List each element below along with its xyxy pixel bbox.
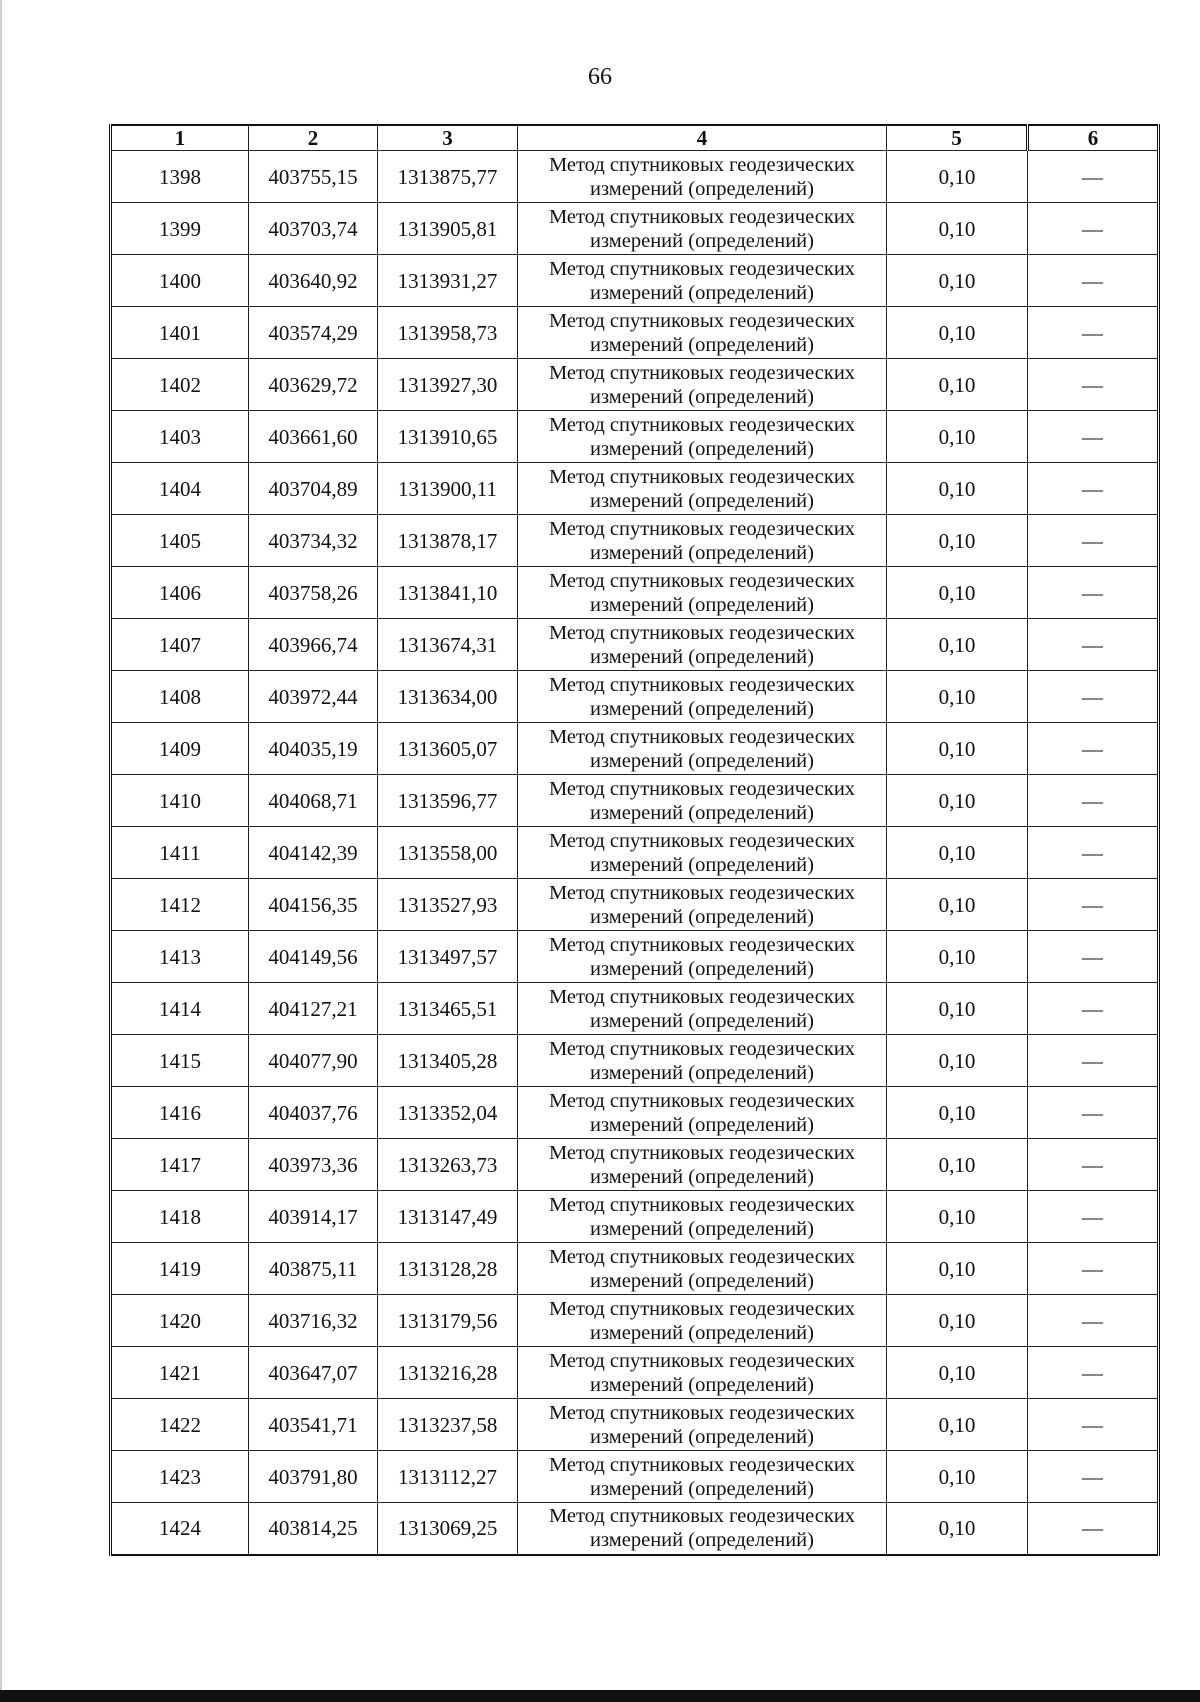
- accuracy-value: 0,10: [887, 1087, 1028, 1139]
- accuracy-value: 0,10: [887, 827, 1028, 879]
- method-line-1: Метод спутниковых геодезических: [548, 1141, 856, 1164]
- header-col-4: 4: [518, 125, 887, 151]
- table-row: [111, 775, 1159, 827]
- point-number: 1419: [111, 1243, 249, 1295]
- note-cell: —: [1028, 1503, 1159, 1555]
- point-number: 1418: [111, 1191, 249, 1243]
- coord-x: 403972,44: [249, 671, 378, 723]
- coord-x: 403640,92: [249, 255, 378, 307]
- method-cell: [518, 1087, 887, 1139]
- table-row: [111, 1347, 1159, 1399]
- coord-x: 403574,29: [249, 307, 378, 359]
- method-line-2: измерений (определений): [590, 385, 814, 408]
- point-number: 1423: [111, 1451, 249, 1503]
- coord-y: 1313878,17: [378, 515, 518, 567]
- accuracy-value: 0,10: [887, 515, 1028, 567]
- note-cell: —: [1028, 983, 1159, 1035]
- method-cell: [518, 1347, 887, 1399]
- method-line-1: Метод спутниковых геодезических: [548, 1453, 856, 1476]
- header-col-2: 2: [249, 125, 378, 151]
- method-line-2: измерений (определений): [590, 645, 814, 668]
- method-cell: [518, 1295, 887, 1347]
- method-line-1: Метод спутниковых геодезических: [548, 1349, 856, 1372]
- method-cell: [518, 203, 887, 255]
- method-line-2: измерений (определений): [590, 1217, 814, 1240]
- method-line-1: Метод спутниковых геодезических: [548, 413, 856, 436]
- table-row: [111, 1035, 1159, 1087]
- point-number: 1399: [111, 203, 249, 255]
- accuracy-value: 0,10: [887, 671, 1028, 723]
- coord-x: 404037,76: [249, 1087, 378, 1139]
- method-cell: [518, 1451, 887, 1503]
- coord-x: 404127,21: [249, 983, 378, 1035]
- table-row: [111, 307, 1159, 359]
- method-line-1: Метод спутниковых геодезических: [548, 153, 856, 176]
- point-number: 1408: [111, 671, 249, 723]
- coord-y: 1313147,49: [378, 1191, 518, 1243]
- point-number: 1400: [111, 255, 249, 307]
- method-line-2: измерений (определений): [590, 1373, 814, 1396]
- note-cell: —: [1028, 1399, 1159, 1451]
- table-row: [111, 879, 1159, 931]
- table-row: [111, 931, 1159, 983]
- accuracy-value: 0,10: [887, 1139, 1028, 1191]
- accuracy-value: 0,10: [887, 775, 1028, 827]
- note-cell: —: [1028, 1347, 1159, 1399]
- coord-y: 1313112,27: [378, 1451, 518, 1503]
- method-cell: [518, 411, 887, 463]
- method-cell: [518, 255, 887, 307]
- method-line-2: измерений (определений): [590, 1321, 814, 1344]
- coord-y: 1313596,77: [378, 775, 518, 827]
- point-number: 1401: [111, 307, 249, 359]
- method-line-2: измерений (определений): [590, 1269, 814, 1292]
- method-cell: [518, 463, 887, 515]
- note-cell: —: [1028, 827, 1159, 879]
- coord-y: 1313674,31: [378, 619, 518, 671]
- accuracy-value: 0,10: [887, 463, 1028, 515]
- point-number: 1417: [111, 1139, 249, 1191]
- method-line-1: Метод спутниковых геодезических: [548, 829, 856, 852]
- point-number: 1407: [111, 619, 249, 671]
- method-cell: [518, 567, 887, 619]
- coord-y: 1313841,10: [378, 567, 518, 619]
- method-cell: [518, 1035, 887, 1087]
- table-row: [111, 203, 1159, 255]
- note-cell: —: [1028, 931, 1159, 983]
- method-cell: [518, 775, 887, 827]
- method-cell: [518, 1139, 887, 1191]
- coord-y: 1313605,07: [378, 723, 518, 775]
- coord-x: 403734,32: [249, 515, 378, 567]
- page-number: 66: [588, 64, 612, 90]
- scan-edge-bottom: [0, 1690, 1200, 1702]
- method-cell: [518, 879, 887, 931]
- method-line-1: Метод спутниковых геодезических: [548, 933, 856, 956]
- coord-x: 403716,32: [249, 1295, 378, 1347]
- header-col-6: 6: [1028, 125, 1159, 151]
- table-row: [111, 619, 1159, 671]
- method-line-2: измерений (определений): [590, 749, 814, 772]
- table-row: [111, 1087, 1159, 1139]
- note-cell: —: [1028, 411, 1159, 463]
- coord-x: 403647,07: [249, 1347, 378, 1399]
- method-line-1: Метод спутниковых геодезических: [548, 465, 856, 488]
- table-row: [111, 1503, 1159, 1555]
- point-number: 1402: [111, 359, 249, 411]
- point-number: 1398: [111, 151, 249, 203]
- point-number: 1406: [111, 567, 249, 619]
- method-cell: [518, 671, 887, 723]
- coord-x: 403755,15: [249, 151, 378, 203]
- coord-x: 403973,36: [249, 1139, 378, 1191]
- accuracy-value: 0,10: [887, 1243, 1028, 1295]
- coord-y: 1313216,28: [378, 1347, 518, 1399]
- accuracy-value: 0,10: [887, 983, 1028, 1035]
- coord-y: 1313237,58: [378, 1399, 518, 1451]
- method-line-2: измерений (определений): [590, 593, 814, 616]
- note-cell: —: [1028, 1035, 1159, 1087]
- method-line-1: Метод спутниковых геодезических: [548, 205, 856, 228]
- method-cell: [518, 983, 887, 1035]
- method-line-1: Метод спутниковых геодезических: [548, 1297, 856, 1320]
- method-line-1: Метод спутниковых геодезических: [548, 673, 856, 696]
- coord-y: 1313179,56: [378, 1295, 518, 1347]
- method-line-1: Метод спутниковых геодезических: [548, 517, 856, 540]
- note-cell: —: [1028, 1295, 1159, 1347]
- method-line-2: измерений (определений): [590, 697, 814, 720]
- method-cell: [518, 359, 887, 411]
- method-line-1: Метод спутниковых геодезических: [548, 1193, 856, 1216]
- table-row: [111, 463, 1159, 515]
- method-line-2: измерений (определений): [590, 229, 814, 252]
- accuracy-value: 0,10: [887, 203, 1028, 255]
- note-cell: —: [1028, 463, 1159, 515]
- note-cell: —: [1028, 879, 1159, 931]
- note-cell: —: [1028, 255, 1159, 307]
- accuracy-value: 0,10: [887, 255, 1028, 307]
- coord-x: 403629,72: [249, 359, 378, 411]
- header-col-3: 3: [378, 125, 518, 151]
- method-line-1: Метод спутниковых геодезических: [548, 309, 856, 332]
- table-row: [111, 515, 1159, 567]
- table-row: [111, 671, 1159, 723]
- accuracy-value: 0,10: [887, 1347, 1028, 1399]
- note-cell: —: [1028, 619, 1159, 671]
- coord-x: 404035,19: [249, 723, 378, 775]
- note-cell: —: [1028, 1087, 1159, 1139]
- point-number: 1414: [111, 983, 249, 1035]
- coord-y: 1313497,57: [378, 931, 518, 983]
- method-line-1: Метод спутниковых геодезических: [548, 1037, 856, 1060]
- coord-y: 1313875,77: [378, 151, 518, 203]
- point-number: 1404: [111, 463, 249, 515]
- coord-y: 1313900,11: [378, 463, 518, 515]
- header-col-1: 1: [111, 125, 249, 151]
- method-line-2: измерений (определений): [590, 853, 814, 876]
- point-number: 1420: [111, 1295, 249, 1347]
- note-cell: —: [1028, 567, 1159, 619]
- method-line-2: измерений (определений): [590, 177, 814, 200]
- coord-x: 403758,26: [249, 567, 378, 619]
- accuracy-value: 0,10: [887, 307, 1028, 359]
- accuracy-value: 0,10: [887, 151, 1028, 203]
- point-number: 1416: [111, 1087, 249, 1139]
- method-line-2: измерений (определений): [590, 333, 814, 356]
- accuracy-value: 0,10: [887, 359, 1028, 411]
- method-cell: [518, 307, 887, 359]
- coord-x: 403814,25: [249, 1503, 378, 1555]
- table-row: [111, 1399, 1159, 1451]
- accuracy-value: 0,10: [887, 931, 1028, 983]
- coord-y: 1313128,28: [378, 1243, 518, 1295]
- table-row: [111, 827, 1159, 879]
- method-cell: [518, 151, 887, 203]
- coord-y: 1313558,00: [378, 827, 518, 879]
- coord-y: 1313905,81: [378, 203, 518, 255]
- table-row: [111, 567, 1159, 619]
- note-cell: —: [1028, 151, 1159, 203]
- method-line-2: измерений (определений): [590, 437, 814, 460]
- coord-x: 404142,39: [249, 827, 378, 879]
- scan-edge-left: [0, 0, 2, 1702]
- coord-y: 1313931,27: [378, 255, 518, 307]
- method-line-2: измерений (определений): [590, 1113, 814, 1136]
- coord-y: 1313352,04: [378, 1087, 518, 1139]
- note-cell: —: [1028, 1243, 1159, 1295]
- coord-y: 1313069,25: [378, 1503, 518, 1555]
- coordinates-table: [109, 124, 1160, 1556]
- table-row: [111, 723, 1159, 775]
- header-col-5: 5: [887, 125, 1028, 151]
- method-cell: [518, 931, 887, 983]
- method-line-1: Метод спутниковых геодезических: [548, 881, 856, 904]
- point-number: 1412: [111, 879, 249, 931]
- note-cell: —: [1028, 671, 1159, 723]
- point-number: 1410: [111, 775, 249, 827]
- table-row: [111, 1191, 1159, 1243]
- method-line-1: Метод спутниковых геодезических: [548, 725, 856, 748]
- method-cell: [518, 1243, 887, 1295]
- method-line-2: измерений (определений): [590, 957, 814, 980]
- table-row: [111, 411, 1159, 463]
- accuracy-value: 0,10: [887, 723, 1028, 775]
- accuracy-value: 0,10: [887, 567, 1028, 619]
- method-line-1: Метод спутниковых геодезических: [548, 1505, 856, 1528]
- point-number: 1422: [111, 1399, 249, 1451]
- note-cell: —: [1028, 515, 1159, 567]
- coord-x: 404149,56: [249, 931, 378, 983]
- method-line-2: измерений (определений): [590, 801, 814, 824]
- method-line-2: измерений (определений): [590, 281, 814, 304]
- coord-x: 403914,17: [249, 1191, 378, 1243]
- table-row: [111, 1451, 1159, 1503]
- point-number: 1413: [111, 931, 249, 983]
- method-line-1: Метод спутниковых геодезических: [548, 1245, 856, 1268]
- method-line-1: Метод спутниковых геодезических: [548, 569, 856, 592]
- note-cell: —: [1028, 359, 1159, 411]
- method-cell: [518, 515, 887, 567]
- method-line-1: Метод спутниковых геодезических: [548, 257, 856, 280]
- method-line-2: измерений (определений): [590, 1061, 814, 1084]
- coord-y: 1313910,65: [378, 411, 518, 463]
- note-cell: —: [1028, 1139, 1159, 1191]
- coord-x: 404156,35: [249, 879, 378, 931]
- table-row: [111, 1295, 1159, 1347]
- coord-y: 1313927,30: [378, 359, 518, 411]
- method-line-1: Метод спутниковых геодезических: [548, 1089, 856, 1112]
- coord-y: 1313465,51: [378, 983, 518, 1035]
- table-row: [111, 1243, 1159, 1295]
- table-row: [111, 1139, 1159, 1191]
- accuracy-value: 0,10: [887, 1503, 1028, 1555]
- point-number: 1421: [111, 1347, 249, 1399]
- method-line-2: измерений (определений): [590, 541, 814, 564]
- note-cell: —: [1028, 203, 1159, 255]
- point-number: 1409: [111, 723, 249, 775]
- note-cell: —: [1028, 1451, 1159, 1503]
- method-line-1: Метод спутниковых геодезических: [548, 985, 856, 1008]
- method-cell: [518, 827, 887, 879]
- method-cell: [518, 723, 887, 775]
- point-number: 1411: [111, 827, 249, 879]
- note-cell: —: [1028, 775, 1159, 827]
- accuracy-value: 0,10: [887, 1191, 1028, 1243]
- method-line-1: Метод спутниковых геодезических: [548, 1401, 856, 1424]
- accuracy-value: 0,10: [887, 619, 1028, 671]
- method-line-1: Метод спутниковых геодезических: [548, 361, 856, 384]
- note-cell: —: [1028, 307, 1159, 359]
- table-row: [111, 255, 1159, 307]
- method-line-1: Метод спутниковых геодезических: [548, 621, 856, 644]
- method-line-2: измерений (определений): [590, 1425, 814, 1448]
- point-number: 1415: [111, 1035, 249, 1087]
- coord-y: 1313958,73: [378, 307, 518, 359]
- table-header-row: [111, 125, 1159, 151]
- method-line-2: измерений (определений): [590, 1477, 814, 1500]
- coord-x: 403661,60: [249, 411, 378, 463]
- point-number: 1403: [111, 411, 249, 463]
- point-number: 1424: [111, 1503, 249, 1555]
- coord-x: 403703,74: [249, 203, 378, 255]
- coord-x: 403704,89: [249, 463, 378, 515]
- method-line-2: измерений (определений): [590, 1165, 814, 1188]
- accuracy-value: 0,10: [887, 411, 1028, 463]
- method-cell: [518, 1191, 887, 1243]
- method-line-1: Метод спутниковых геодезических: [548, 777, 856, 800]
- note-cell: —: [1028, 723, 1159, 775]
- coord-x: 404068,71: [249, 775, 378, 827]
- note-cell: —: [1028, 1191, 1159, 1243]
- point-number: 1405: [111, 515, 249, 567]
- method-line-2: измерений (определений): [590, 1529, 814, 1552]
- coord-x: 403966,74: [249, 619, 378, 671]
- coord-y: 1313634,00: [378, 671, 518, 723]
- accuracy-value: 0,10: [887, 1399, 1028, 1451]
- table-row: [111, 359, 1159, 411]
- accuracy-value: 0,10: [887, 1451, 1028, 1503]
- method-cell: [518, 619, 887, 671]
- accuracy-value: 0,10: [887, 879, 1028, 931]
- coord-x: 404077,90: [249, 1035, 378, 1087]
- coord-y: 1313527,93: [378, 879, 518, 931]
- method-line-2: измерений (определений): [590, 1009, 814, 1032]
- method-line-2: измерений (определений): [590, 489, 814, 512]
- method-cell: [518, 1503, 887, 1555]
- method-line-2: измерений (определений): [590, 905, 814, 928]
- coord-y: 1313405,28: [378, 1035, 518, 1087]
- table-row: [111, 151, 1159, 203]
- coord-x: 403541,71: [249, 1399, 378, 1451]
- accuracy-value: 0,10: [887, 1295, 1028, 1347]
- method-cell: [518, 1399, 887, 1451]
- table-row: [111, 983, 1159, 1035]
- coord-y: 1313263,73: [378, 1139, 518, 1191]
- coord-x: 403875,11: [249, 1243, 378, 1295]
- accuracy-value: 0,10: [887, 1035, 1028, 1087]
- coord-x: 403791,80: [249, 1451, 378, 1503]
